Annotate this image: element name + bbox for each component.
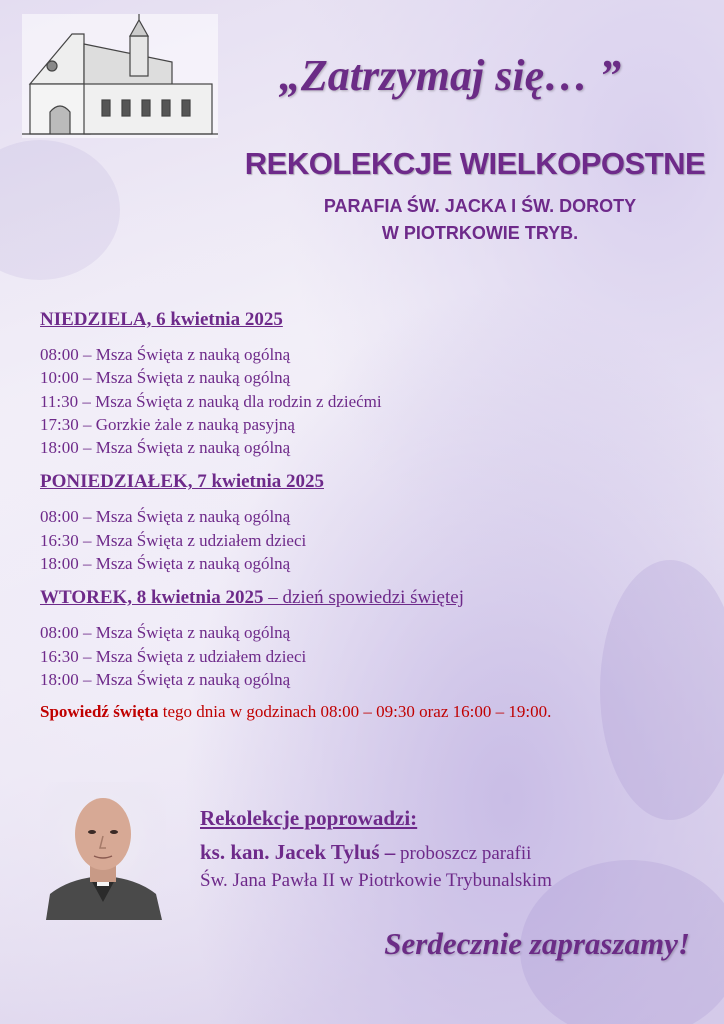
parish-line: W PIOTRKOWIE TRYB.: [381, 223, 579, 243]
schedule-entry: 10:00 – Msza Święta z nauką ogólną: [40, 368, 291, 388]
schedule-entry: 18:00 – Msza Święta z nauką ogólną: [40, 669, 291, 689]
day-block: [40, 308, 700, 459]
day-date: PONIEDZIAŁEK, 7 kwietnia 2025: [40, 471, 324, 493]
day-block: [40, 586, 700, 691]
motto: „Zatrzymaj się… ”: [278, 51, 622, 100]
parish-line: PARAFIA ŚW. JACKA I ŚW. DOROTY: [323, 196, 637, 216]
day-note: – dzień spowiedzi świętej: [263, 587, 464, 609]
day-date: WTOREK, 8 kwietnia 2025: [40, 587, 264, 609]
day-date: NIEDZIELA, 6 kwietnia 2025: [40, 309, 283, 330]
priest-portrait: [40, 782, 166, 920]
schedule-entry: 17:30 – Gorzkie żale z nauką pasyjną: [40, 414, 295, 434]
schedule-entry: 08:00 – Msza Święta z nauką ogólną: [40, 345, 291, 364]
day-heading: [40, 586, 700, 610]
schedule-entry: 08:00 – Msza Święta z nauką ogólną: [40, 623, 291, 643]
confession-hours: tego dnia w godzinach 08:00 – 09:30 oraz 16:00 – 19:00.: [158, 702, 552, 722]
schedule-entry: 18:00 – Msza Święta z nauką ogólną: [40, 438, 291, 458]
retreat-leader: [200, 806, 700, 895]
schedule-entry: 16:30 – Msza Święta z udziałem dzieci: [40, 646, 307, 666]
leader-name: ks. kan. Jacek Tyluś –: [200, 840, 396, 864]
day-heading: [40, 308, 700, 332]
day-block: [40, 470, 700, 575]
leader-name-line: [200, 839, 700, 867]
schedule-entry: 16:30 – Msza Święta z udziałem dzieci: [40, 530, 307, 550]
confession-note: [40, 702, 700, 722]
schedule-entry: 18:00 – Msza Święta z nauką ogólną: [40, 554, 291, 574]
background-splash: [0, 140, 120, 280]
church-illustration: [22, 14, 218, 138]
confession-label: Spowiedź święta: [40, 702, 159, 722]
parish-name: [300, 193, 660, 247]
schedule-entry: 11:30 – Msza Święta z nauką dla rodzin z dziećmi: [40, 391, 382, 411]
page-title: REKOLEKCJE WIELKOPOSTNE: [244, 146, 706, 181]
leader-role: proboszcz parafii: [395, 843, 532, 864]
invitation: Serdecznie zapraszamy!: [384, 926, 690, 961]
leader-heading: Rekolekcje poprowadzi:: [200, 806, 418, 830]
schedule-entry: 08:00 – Msza Święta z nauką ogólną: [40, 507, 291, 527]
leader-parish: Św. Jana Pawła II w Piotrkowie Trybunalskim: [200, 870, 552, 891]
schedule: [40, 308, 700, 722]
day-heading: [40, 470, 700, 494]
